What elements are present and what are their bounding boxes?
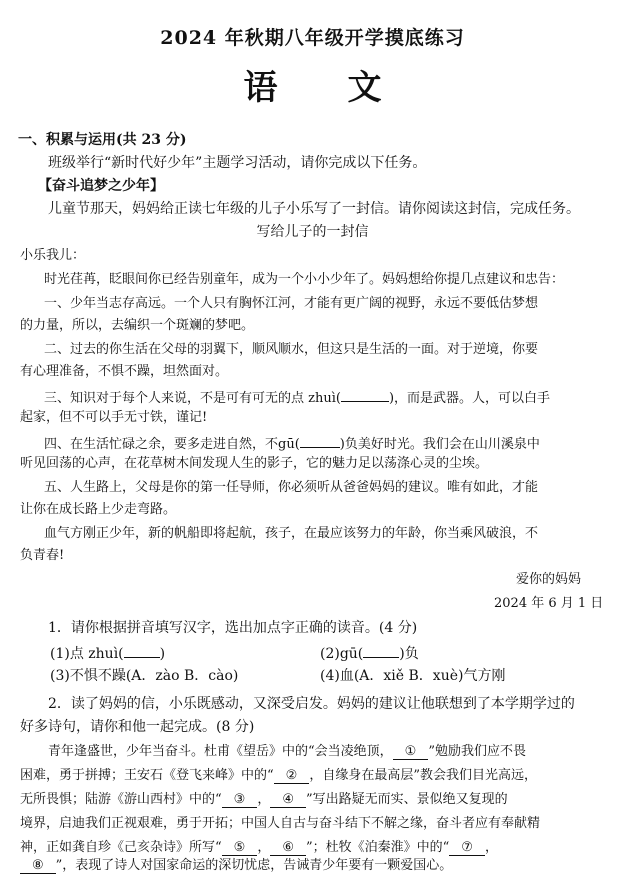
letter-paragraph: 让你在成长路上少走弯路。 [20, 502, 177, 517]
q1-item-3: (3)不惧不躁(A．zào B．cào) [50, 668, 239, 684]
letter-paragraph [44, 388, 550, 407]
q2-line [48, 744, 526, 760]
fill-blank[interactable] [300, 434, 340, 448]
letter-paragraph [44, 434, 540, 453]
answer-blank-2[interactable]: ② [274, 768, 310, 784]
line-text: ”勉励我们应不畏 [428, 744, 526, 759]
item-text: ) [159, 646, 166, 662]
subject-title: 语文 [243, 68, 452, 108]
letter-signature: 爱你的妈妈 [516, 572, 582, 587]
line-text: ，自缘身在最高层”教会我们目光高远， [309, 768, 537, 783]
line-text: 青年逢盛世，少年当奋斗。杜甫《望岳》中的“会当凌绝顶， [48, 744, 393, 759]
letter-greeting: 小乐我儿： [20, 248, 86, 263]
item-text: (2)gū( [320, 646, 364, 662]
line-text: 无所畏惧；陆游《游山西村》中的“ [20, 792, 222, 807]
answer-blank-4[interactable]: ④ [270, 792, 306, 808]
line-text: ， [257, 840, 271, 855]
line-text: ”；杜牧《泊秦淮》中的“ [305, 840, 450, 855]
section-intro: 班级举行“新时代好少年”主题学习活动，请你完成以下任务。 [48, 155, 427, 171]
question-2-stem: 好多诗句，请你和他一起完成。(8 分) [20, 719, 255, 735]
q1-item-4: (4)血(A．xiě B．xuè)气方刚 [320, 668, 506, 684]
letter-paragraph: 时光荏苒，眨眼间你已经告别童年，成为一个小小少年了。妈妈想给你提几点建议和忠告： [44, 272, 565, 287]
letter-paragraph: 有心理准备，不惧不躁，坦然面对。 [20, 364, 229, 379]
paragraph-text: )负美好时光。我们会在山川溪泉中 [339, 437, 540, 452]
line-text: ， [484, 840, 498, 855]
fill-blank[interactable] [341, 388, 389, 402]
letter-paragraph: 的力量，所以，去编织一个斑斓的梦吧。 [20, 318, 255, 333]
q2-line [20, 840, 498, 856]
question-2-stem: 2．读了妈妈的信，小乐既感动，又深受启发。妈妈的建议让他联想到了本学期学过的 [48, 696, 575, 712]
letter-paragraph: 听见回荡的心声，在花草树木间发现人生的影子，它的魅力足以荡涤心灵的尘埃。 [20, 456, 489, 471]
line-text: 困难，勇于拼搏；王安石《登飞来峰》中的“ [20, 768, 274, 783]
task-title: 【奋斗追梦之少年】 [38, 178, 164, 194]
line-text: ”写出路疑无而实、景似绝又复现的 [305, 792, 508, 807]
q2-line [20, 792, 508, 808]
letter-paragraph: 负青春! [20, 548, 65, 563]
q1-item-1 [50, 644, 165, 662]
answer-blank-3[interactable]: ③ [222, 792, 258, 808]
task-intro: 儿童节那天，妈妈给正读七年级的儿子小乐写了一封信。请你阅读这封信，完成任务。 [48, 201, 580, 217]
line-text: ”，表现了诗人对国家命运的深切忧虑，告诫青少年要有一颗爱国心。 [55, 858, 453, 873]
q2-line [20, 858, 452, 874]
answer-blank-1[interactable]: ① [393, 744, 429, 760]
fill-blank[interactable] [124, 644, 160, 658]
letter-paragraph: 起家，但不可以手无寸铁，谨记! [20, 410, 208, 425]
q2-line [20, 768, 537, 784]
question-1-stem: 1．请你根据拼音填写汉字，选出加点字正确的读音。(4 分) [48, 620, 418, 636]
letter-paragraph: 二、过去的你生活在父母的羽翼下，顺风顺水，但这只是生活的一面。对于逆境，你要 [44, 342, 539, 357]
fill-blank[interactable] [363, 644, 399, 658]
paragraph-text: )，而是武器。人，可以白手 [388, 391, 551, 406]
q2-line: 境界，启迪我们正视艰难，勇于开拓；中国人自古与奋斗结下不解之缘，奋斗者应有奉献精 [20, 816, 541, 831]
paragraph-text: 四、在生活忙碌之余，要多走进自然，不gū( [44, 437, 300, 452]
item-text: )负 [399, 646, 419, 662]
letter-title: 写给儿子的一封信 [256, 224, 369, 240]
letter-paragraph: 血气方刚正少年，新的帆船即将起航，孩子，在最应该努力的年龄，你当乘风破浪，不 [44, 526, 539, 541]
letter-date: 2024 年 6 月 1 日 [494, 596, 604, 611]
answer-blank-6[interactable]: ⑥ [270, 840, 306, 856]
line-text: ， [257, 792, 271, 807]
answer-blank-5[interactable]: ⑤ [222, 840, 258, 856]
letter-paragraph: 五、人生路上，父母是你的第一任导师，你必须听从爸爸妈妈的建议。唯有如此，才能 [44, 480, 539, 495]
paragraph-text: 三、知识对于每个人来说，不是可有可无的点 zhuì( [44, 391, 341, 406]
section-heading: 一、积累与运用(共 23 分) [18, 132, 187, 148]
answer-blank-8[interactable]: ⑧ [20, 858, 56, 874]
answer-blank-7[interactable]: ⑦ [449, 840, 485, 856]
q1-item-2 [320, 644, 419, 662]
exam-title: 2024 年秋期八年级开学摸底练习 [160, 27, 465, 49]
letter-paragraph: 一、少年当志存高远。一个人只有胸怀江河，才能有更广阔的视野，永远不要低估梦想 [44, 296, 539, 311]
item-text: (1)点 zhuì( [50, 646, 124, 662]
line-text: 神，正如龚自珍《己亥杂诗》所写“ [20, 840, 222, 855]
